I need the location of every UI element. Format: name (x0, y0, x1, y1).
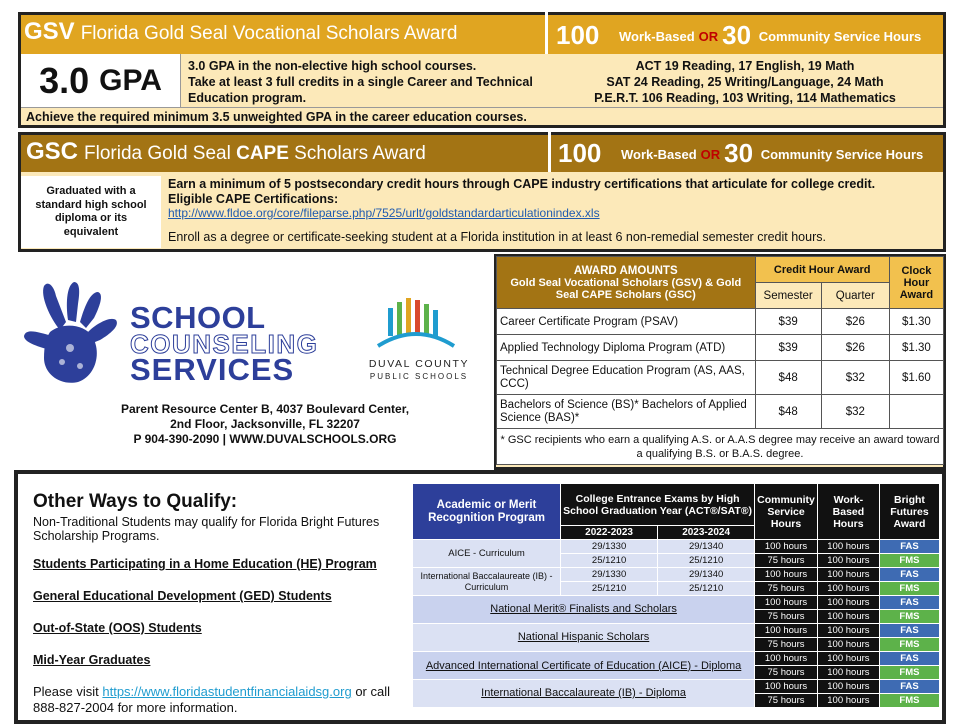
gsv-requirements: 3.0 GPA in the non-elective high school courses. Take at least 3 full credits in a single Career and Technical Education program. (188, 59, 533, 105)
divider (21, 107, 943, 108)
list-item[interactable]: Mid-Year Graduates (33, 653, 151, 667)
table-row: Applied Technology Diploma Program (ATD) $39 $26 $1.30 (497, 335, 944, 361)
gpa-box: 3.0 GPA (21, 54, 181, 108)
list-item[interactable]: Out-of-State (OOS) Students (33, 621, 202, 635)
clock-hour-header: Clock Hour Award (889, 257, 943, 309)
handprint-icon (22, 278, 132, 390)
quarter-header: Quarter (821, 283, 889, 309)
gsv-hours: 100 Work-Based OR 30 Community Service Hours (556, 20, 922, 50)
gsc-title: GSC Florida Gold Seal CAPE Scholars Award (26, 138, 426, 165)
cape-link[interactable]: http://www.fldoe.org/core/fileparse.php/7525/urlt/goldstandardarticulationindex.xls (168, 206, 600, 220)
qualify-table (412, 483, 940, 708)
exam-header: College Entrance Exams by High School Graduation Year (ACT®/SAT®) (561, 484, 755, 526)
credit-hour-header: Credit Hour Award (755, 257, 889, 283)
year-header: 2023-2024 (658, 526, 755, 540)
work-header: Work-Based Hours (817, 484, 879, 540)
table-row: 25/1210 25/1210 75 hours 100 hours FMS (413, 554, 940, 568)
table-row: 75 hours 100 hours FMS (413, 666, 940, 680)
service-header: Community Service Hours (755, 484, 818, 540)
table-row: International Baccalaureate (IB) - Curriculum 29/1330 29/1340 100 hours 100 hours FAS (413, 568, 940, 582)
other-ways-subtitle: Non-Traditional Students may qualify for Florida Bright Futures Scholarship Programs. (33, 515, 380, 543)
table-row: Advanced International Certificate of Education (AICE) - Diploma 100 hours 100 hours FAS (413, 652, 940, 666)
address: Parent Resource Center B, 4037 Boulevard Center, 2nd Floor, Jacksonville, FL 32207 P 904-390-2090 | WWW.DUVALSCHOOLS.ORG (120, 402, 410, 446)
duval-county-text: DUVAL COUNTY PUBLIC SCHOOLS (368, 358, 470, 381)
table-row: 75 hours 100 hours FMS (413, 694, 940, 708)
gsv-exam-scores: ACT 19 Reading, 17 English, 19 Math SAT 24 Reading, 25 Writing/Language, 24 Math P.E.R.T. 106 Reading, 103 Writing, 114 Mathematics (594, 59, 896, 105)
gsv-title: GSV Florida Gold Seal Vocational Scholars Award (24, 18, 458, 45)
gsv-footer: Achieve the required minimum 3.5 unweighted GPA in the career education courses. (26, 110, 527, 124)
visit-text: Please visit https://www.floridastudentfinancialaidsg.org or call 888-827-2004 for more information. (33, 684, 390, 715)
table-row: International Baccalaureate (IB) - Diploma 100 hours 100 hours FAS (413, 680, 940, 694)
other-ways-title: Other Ways to Qualify: (33, 491, 238, 512)
table-row: Career Certificate Program (PSAV) $39 $26 $1.30 (497, 309, 944, 335)
gsc-requirements: Earn a minimum of 5 postsecondary credit hours through CAPE industry certifications that articulate for college credit. Eligible CAPE Certifications: http://www.fldoe.org/core/fileparse.php/7525/urlt/goldstandardarticulationindex.xls Enroll as a degree or certificate-seeking student at a Florida institution in at least 6 non-remedial semester credit hours. (168, 177, 938, 244)
list-item[interactable]: Students Participating in a Home Education (HE) Program (33, 557, 377, 571)
table-row: 75 hours 100 hours FMS (413, 638, 940, 652)
divider (548, 132, 551, 172)
year-header: 2022-2023 (561, 526, 658, 540)
duval-logo-icon (374, 296, 458, 354)
semester-header: Semester (755, 283, 821, 309)
financial-aid-link[interactable]: https://www.floridastudentfinancialaidsg.org (102, 684, 352, 699)
award-type-header: Bright Futures Award (879, 484, 939, 540)
program-header: Academic or Merit Recognition Program (413, 484, 561, 540)
graduated-box: Graduated with a standard high school diploma or its equivalent (21, 176, 161, 248)
award-header: AWARD AMOUNTS Gold Seal Vocational Scholars (GSV) & Gold Seal CAPE Scholars (GSC) (497, 257, 756, 309)
table-row: 25/1210 25/1210 75 hours 100 hours FMS (413, 582, 940, 596)
table-row: Bachelors of Science (BS)* Bachelors of Applied Science (BAS)* $48 $32 (497, 395, 944, 429)
table-row: National Merit® Finalists and Scholars 100 hours 100 hours FAS (413, 596, 940, 610)
list-item[interactable]: General Educational Development (GED) Students (33, 589, 332, 603)
table-row: AICE - Curriculum 29/1330 29/1340 100 hours 100 hours FAS (413, 540, 940, 554)
school-counseling-logo: SCHOOL COUNSELING SERVICES (130, 300, 319, 387)
table-row: Technical Degree Education Program (AS, AAS, CCC) $48 $32 $1.60 (497, 361, 944, 395)
gsc-hours: 100 Work-Based OR 30 Community Service Hours (558, 138, 924, 168)
table-row: 75 hours 100 hours FMS (413, 610, 940, 624)
award-table (496, 256, 944, 465)
table-row: National Hispanic Scholars 100 hours 100 hours FAS (413, 624, 940, 638)
award-note: * GSC recipients who earn a qualifying A.S. or A.A.S degree may receive an award toward a qualifying B.S. or B.A.S. degree. (497, 429, 944, 465)
